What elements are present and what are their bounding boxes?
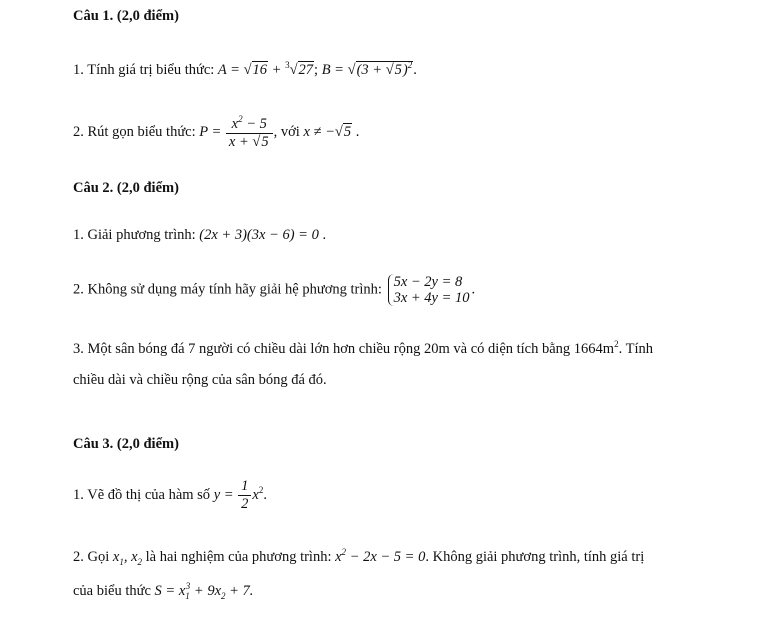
q1p1-end: .: [413, 61, 417, 78]
q3p1-lhs: y =: [213, 486, 238, 503]
question-1-header: Câu 1. (2,0 điểm): [73, 8, 179, 24]
q3p1-x: x: [252, 486, 259, 503]
q1p1-cbrt-index: 3: [285, 60, 290, 70]
q1p2-cond-text: , với: [273, 123, 300, 140]
q1p1-cbrt27: 27: [298, 61, 314, 78]
question-3-header: Câu 3. (2,0 điểm): [73, 436, 179, 452]
q3p1-text: 1. Vẽ đồ thị của hàm số: [73, 486, 211, 503]
q1p2-cond-math: x ≠ −: [299, 123, 335, 140]
q1p2-fraction: $\frac{x^2 - 5}{x + √5}$: [226, 114, 273, 151]
q2p2-text: 2. Không sử dụng máy tính hãy giải hệ phương trình:: [73, 281, 382, 298]
q1p2-text: 2. Rút gọn biểu thức:: [73, 123, 196, 140]
q3p2-expression: $S = x_1^3 + 9x_2 + 7$.: [154, 581, 254, 601]
q3p2-roots: $x_1$, $x_2$: [112, 548, 142, 567]
q2p1-end: .: [322, 227, 327, 243]
q1p1-plus: +: [268, 61, 286, 78]
question-2-part-2: [73, 274, 475, 306]
q1p2-cond-rad: 5: [343, 123, 352, 140]
q1p1-sqrt16: 16: [252, 61, 268, 78]
q3p1-fraction: $\frac{1}{2}$: [238, 478, 251, 513]
question-3-part-2-line-1: 2. Gọi $x_1$, $x_2$ là hai nghiệm của phương trình: $x^2 - 2x - 5 = 0$. Không giải phương trình, tính giá trị: [73, 547, 645, 567]
question-3-part-2-line-2: của biểu thức $S = x_1^3 + 9x_2 + 7$.: [73, 581, 254, 601]
q2p1-text: 1. Giải phương trình:: [73, 227, 196, 243]
question-1-part-1: 1. Tính giá trị biểu thức: A = √16 + $^3$√27; $B = √(3 + √5)^2$.: [73, 60, 417, 78]
q3p1-exp: 2: [258, 485, 264, 495]
question-2-part-1: [73, 227, 326, 244]
q3p1-end: .: [263, 486, 267, 503]
q1p2-lhs: P =: [199, 123, 225, 140]
question-2-header: Câu 2. (2,0 điểm): [73, 180, 179, 196]
q2p2-system: 5x − 2y = 8 3x + 4y = 10: [388, 274, 470, 306]
question-3-part-1: [73, 478, 267, 513]
question-1-part-2: 2. Rút gọn biểu thức: P = $\frac{x^2 - 5}{x + √5}$ , với x ≠ −√5 .: [73, 114, 360, 150]
q1p1-b-lhs: B =: [321, 61, 348, 78]
q2p2-end: .: [471, 281, 476, 298]
q2p1-equation: (2x + 3)(3x − 6) = 0: [199, 227, 319, 243]
q1p1-text: 1. Tính giá trị biểu thức:: [73, 61, 215, 78]
q1p1-b-radicand: $(3 + √5)^2$: [356, 60, 413, 78]
question-2-part-3-line-2: chiều dài và chiều rộng của sân bóng đá đó.: [73, 372, 327, 388]
q1p1-a-lhs: A =: [217, 61, 244, 78]
question-2-part-3-line-1: 3. Một sân bóng đá 7 người có chiều dài lớn hơn chiều rộng 20m và có diện tích bằng $1664m^2$. Tính: [73, 339, 653, 357]
q1p2-end: .: [352, 123, 360, 140]
q3p2-equation: $x^2 - 2x - 5 = 0$: [335, 547, 426, 565]
q1p1-sep: ;: [314, 61, 322, 78]
